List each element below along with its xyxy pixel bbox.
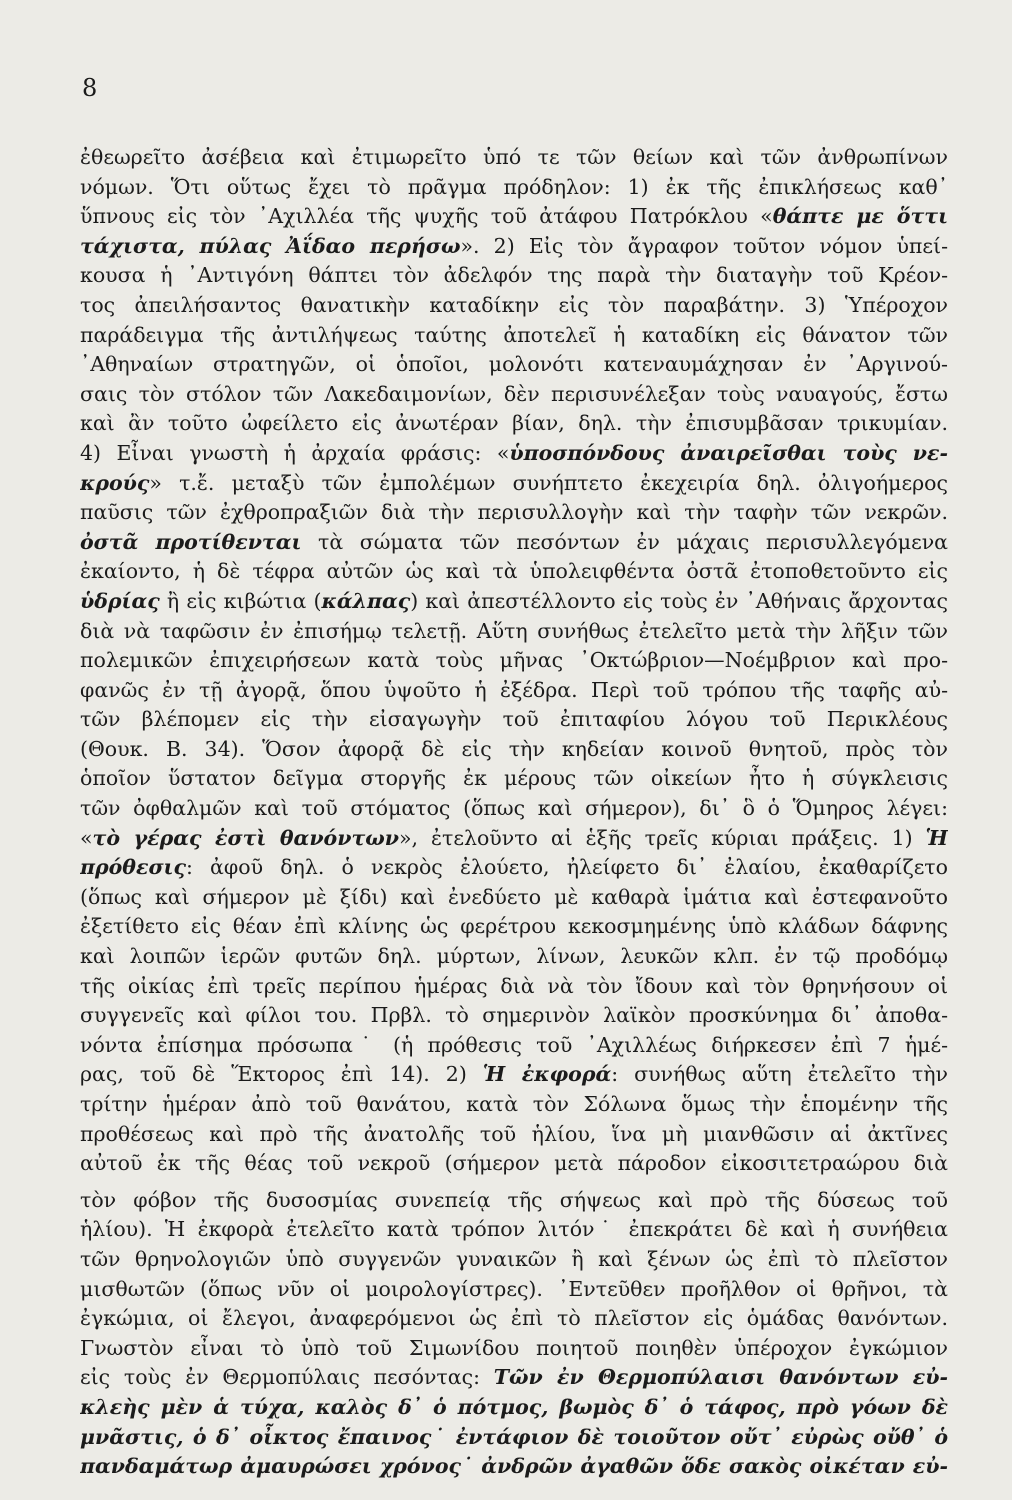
text-line xyxy=(80,1090,948,1120)
text-run: τῶν θρηνολογιῶν ὑπὸ συγγενῶν γυναικῶν ἢ καὶ ξένων ὡς ἐπὶ τὸ πλεῖστον xyxy=(80,1246,948,1271)
text-run: ». 2) Εἰς τὸν ἄγραφον τοῦτον νόμον ὑπεί- xyxy=(460,233,948,258)
text-run: πολεμικῶν ἐπιχειρήσεων κατὰ τοὺς μῆνας ᾽Οκτώβριον—Νοέμβριον καὶ προ- xyxy=(80,648,948,673)
text-line xyxy=(80,1334,948,1364)
text-run: νόντα ἐπίσημα πρόσωπα˙ (ἡ πρόθεσις τοῦ ᾽Αχιλλέως διήρκεσεν ἐπὶ 7 ἡμέ- xyxy=(80,1032,948,1057)
text-line xyxy=(80,794,948,824)
text-run: ἐθεωρεῖτο ἀσέβεια καὶ ἐτιμωρεῖτο ὑπό τε τῶν θείων καὶ τῶν ἀνθρωπίνων xyxy=(80,145,948,169)
text-line xyxy=(80,1001,948,1031)
text-run: (ὅπως καὶ σήμερον μὲ ξίδι) καὶ ἐνεδύετο μὲ καθαρὰ ἱμάτια καὶ ἐστεφανοῦτο xyxy=(80,884,948,909)
text-body xyxy=(80,143,948,1482)
emphasized-text: Ἡ xyxy=(925,825,948,850)
text-line xyxy=(80,380,948,410)
text-line xyxy=(80,764,948,794)
text-line xyxy=(80,587,948,617)
text-run: ἐξετίθετο εἰς θέαν ἐπὶ κλίνης ὡς φερέτρου κεκοσμημένης ὑπὸ κλάδων δάφνης xyxy=(80,914,948,939)
text-run: τρίτην ἡμέραν ἀπὸ τοῦ θανάτου, κατὰ τὸν Σόλωνα ὅμως τὴν ἑπομένην τῆς xyxy=(80,1092,948,1116)
emphasized-text: τάχιστα, πύλας Ἀΐδαο περήσω xyxy=(80,233,461,258)
emphasized-text: κάλπας xyxy=(321,588,411,613)
emphasized-text: τὸ γέρας ἐστὶ θανόντων xyxy=(92,825,399,850)
text-line xyxy=(80,498,948,528)
text-run: », ἐτελοῦντο αἱ ἑξῆς τρεῖς κύριαι πράξεις. 1) xyxy=(398,825,926,850)
emphasized-text: θάπτε με ὅττι xyxy=(772,204,948,229)
text-line xyxy=(80,1245,948,1275)
text-line xyxy=(80,350,948,380)
text-line xyxy=(80,439,948,469)
text-run: ὁποῖον ὕστατον δεῖγμα στοργῆς ἐκ μέρους τῶν οἰκείων ἦτο ἡ σύγκλεισις xyxy=(80,766,948,791)
emphasized-text: ὀστᾶ προτίθενται xyxy=(80,529,302,554)
text-run: τῶν ὀφθαλμῶν καὶ τοῦ στόματος (ὅπως καὶ σήμερον), δι᾽ ὃ ὁ Ὅμηρος λέγει: xyxy=(80,796,948,821)
text-run: εἰς τοὺς ἐν Θερμοπύλαις πεσόντας: xyxy=(80,1365,494,1390)
text-line xyxy=(80,646,948,676)
emphasized-text: κλεὴς μὲν ἁ τύχα, καλὸς δ᾽ ὁ πότμος, βωμὸς δ᾽ ὁ τάφος, πρὸ γόων δὲ xyxy=(80,1394,948,1419)
text-run: σαις τὸν στόλον τῶν Λακεδαιμονίων, δὲν περισυνέλεξαν τοὺς ναυαγούς, ἔστω xyxy=(80,381,948,406)
text-run: φανῶς ἐν τῇ ἀγορᾷ, ὅπου ὑψοῦτο ἡ ἐξέδρα. Περὶ τοῦ τρόπου τῆς ταφῆς αὐ- xyxy=(80,677,948,702)
emphasized-text: κρούς xyxy=(80,470,150,495)
text-line xyxy=(80,853,948,883)
emphasized-text: πανδαμάτωρ ἀμαυρώσει χρόνος˙ ἀνδρῶν ἀγαθῶν ὅδε σακὸς οἰκέταν εὐ- xyxy=(80,1454,948,1479)
text-line xyxy=(80,824,948,854)
text-run: τὸν φόβον τῆς δυσοσμίας συνεπείᾳ τῆς σήψεως καὶ πρὸ τῆς δύσεως τοῦ xyxy=(80,1187,948,1212)
text-line xyxy=(80,291,948,321)
text-run: παράδειγμα τῆς ἀντιλήψεως ταύτης ἀποτελεῖ ἡ καταδίκη εἰς θάνατον τῶν xyxy=(80,322,948,347)
text-line xyxy=(80,1031,948,1061)
text-line xyxy=(80,705,948,735)
text-run: 4) Εἶναι γνωστὴ ἡ ἀρχαία φράσις: « xyxy=(80,440,510,465)
text-run: μισθωτῶν (ὅπως νῦν οἱ μοιρολογίστρες). ᾽Εντεῦθεν προῆλθον οἱ θρῆνοι, τὰ xyxy=(80,1276,948,1301)
text-run: ἢ εἰς κιβώτια ( xyxy=(159,588,322,613)
page-number: 8 xyxy=(82,74,98,102)
text-run: τῶν βλέπομεν εἰς τὴν εἰσαγωγὴν τοῦ ἐπιταφίου λόγου τοῦ Περικλέους xyxy=(80,707,948,732)
text-run: Γνωστὸν εἶναι τὸ ὑπὸ τοῦ Σιμωνίδου ποιητοῦ ποιηθὲν ὑπέροχον ἐγκώμιον xyxy=(80,1335,948,1360)
text-line xyxy=(80,1215,948,1245)
text-run: : συνήθως αὕτη ἐτελεῖτο τὴν xyxy=(611,1062,948,1087)
text-line xyxy=(80,883,948,913)
text-line xyxy=(80,1363,948,1393)
text-run: καὶ ἂν τοῦτο ὠφείλετο εἰς ἀνωτέραν βίαν, δηλ. τὴν ἐπισυμβᾶσαν τρικυμίαν. xyxy=(80,411,948,436)
text-line xyxy=(80,942,948,972)
text-line xyxy=(80,676,948,706)
text-line xyxy=(80,261,948,291)
text-line xyxy=(80,528,948,558)
text-run: αὐτοῦ ἐκ τῆς θέας τοῦ νεκροῦ (σήμερον μετὰ πάροδον εἰκοσιτετραώρου διὰ xyxy=(80,1151,948,1176)
text-line xyxy=(80,972,948,1002)
text-line xyxy=(80,1060,948,1090)
text-line xyxy=(80,1304,948,1334)
text-run: : ἀφοῦ δηλ. ὁ νεκρὸς ἐλούετο, ἠλείφετο δι᾽ ἐλαίου, ἐκαθαρίζετο xyxy=(185,855,948,880)
text-line xyxy=(80,1275,948,1305)
text-line xyxy=(80,1120,948,1150)
text-line xyxy=(80,617,948,647)
text-run: παῦσις τῶν ἐχθροπραξιῶν διὰ τὴν περισυλλογὴν καὶ τὴν ταφὴν τῶν νεκρῶν. xyxy=(80,500,948,525)
text-run: ρας, τοῦ δὲ Ἕκτορος ἐπὶ 14). 2) xyxy=(80,1062,483,1087)
text-line xyxy=(80,321,948,351)
text-run: συγγενεῖς καὶ φίλοι του. Πρβλ. τὸ σημερινὸν λαϊκὸν προσκύνημα δι᾽ ἀποθα- xyxy=(80,1003,948,1028)
text-line xyxy=(80,232,948,262)
text-run: ᾽Αθηναίων στρατηγῶν, οἱ ὁποῖοι, μολονότι κατεναυμάχησαν ἐν ᾽Αργινού- xyxy=(80,352,948,377)
text-run: τῆς οἰκίας ἐπὶ τρεῖς περίπου ἡμέρας διὰ νὰ τὸν ἴδουν καὶ τὸν θρηνήσουν οἱ xyxy=(80,973,948,998)
text-line xyxy=(80,735,948,765)
text-run: ) καὶ ἀπεστέλλοντο εἰς τοὺς ἐν ᾽Αθήναις ἄρχοντας xyxy=(410,588,948,613)
text-line xyxy=(80,409,948,439)
text-line xyxy=(80,202,948,232)
text-run: τος ἀπειλήσαντος θανατικὴν καταδίκην εἰς τὸν παραβάτην. 3) Ὑπέροχον xyxy=(80,292,948,317)
text-line xyxy=(80,143,948,173)
text-line xyxy=(80,1149,948,1179)
text-line xyxy=(80,557,948,587)
text-run: ὕπνους εἰς τὸν ᾽Αχιλλέα τῆς ψυχῆς τοῦ ἀτάφου Πατρόκλου « xyxy=(80,204,773,229)
line-gap xyxy=(80,1179,948,1186)
text-run: (Θουκ. Β. 34). Ὅσον ἀφορᾷ δὲ εἰς τὴν κηδείαν κοινοῦ θνητοῦ, πρὸς τὸν xyxy=(80,736,948,761)
text-run: τὰ σώματα τῶν πεσόντων ἐν μάχαις περισυλλεγόμενα xyxy=(301,529,948,554)
text-run: » τ.ἔ. μεταξὺ τῶν ἐμπολέμων συνήπτετο ἐκεχειρία δηλ. ὀλιγοήμερος xyxy=(149,470,948,495)
text-run: προθέσεως καὶ πρὸ τῆς ἀνατολῆς τοῦ ἡλίου, ἵνα μὴ μιανθῶσιν αἱ ἀκτῖνες xyxy=(80,1121,948,1146)
text-run: ἐγκώμια, οἱ ἔλεγοι, ἀναφερόμενοι ὡς ἐπὶ τὸ πλεῖστον εἰς ὁμάδας θανόντων. xyxy=(80,1306,948,1331)
text-run: διὰ νὰ ταφῶσιν ἐν ἐπισήμῳ τελετῇ. Αὕτη συνήθως ἐτελεῖτο μετὰ τὴν λῆξιν τῶν xyxy=(80,618,948,643)
text-line xyxy=(80,1393,948,1423)
emphasized-text: μνᾶστις, ὁ δ᾽ οἶκτος ἔπαινος˙ ἐντάφιον δὲ τοιοῦτον οὔτ᾽ εὐρὼς οὔθ᾽ ὁ xyxy=(80,1424,948,1449)
emphasized-text: Τῶν ἐν Θερμοπύλαισι θανόντων εὐ- xyxy=(493,1365,948,1390)
text-line xyxy=(80,1423,948,1453)
text-run: κουσα ἡ ᾽Αντιγόνη θάπτει τὸν ἀδελφόν της παρὰ τὴν διαταγὴν τοῦ Κρέον- xyxy=(80,263,948,288)
text-line xyxy=(80,469,948,499)
text-run: ἐκαίοντο, ἡ δὲ τέφρα αὐτῶν ὡς καὶ τὰ ὑπολειφθέντα ὀστᾶ ἐτοποθετοῦντο εἰς xyxy=(80,559,948,584)
text-run: ἡλίου). Ἡ ἐκφορὰ ἐτελεῖτο κατὰ τρόπον λιτόν˙ ἐπεκράτει δὲ καὶ ἡ συνήθεια xyxy=(80,1217,948,1242)
text-line xyxy=(80,1186,948,1216)
text-line xyxy=(80,1452,948,1482)
emphasized-text: πρόθεσις xyxy=(80,855,186,880)
text-run: « xyxy=(80,825,93,850)
text-line xyxy=(80,912,948,942)
text-run: νόμων. Ὅτι οὕτως ἔχει τὸ πρᾶγμα πρόδηλον: 1) ἐκ τῆς ἐπικλήσεως καθ᾽ xyxy=(80,174,948,199)
emphasized-text: ὑποσπόνδους ἀναιρεῖσθαι τοὺς νε- xyxy=(509,440,948,465)
emphasized-text: ὑδρίας xyxy=(80,588,160,613)
text-run: καὶ λοιπῶν ἱερῶν φυτῶν δηλ. μύρτων, λίνων, λευκῶν κλπ. ἐν τῷ προδόμῳ xyxy=(80,944,948,969)
text-line xyxy=(80,173,948,203)
emphasized-text: Ἡ ἐκφορά xyxy=(482,1062,612,1087)
